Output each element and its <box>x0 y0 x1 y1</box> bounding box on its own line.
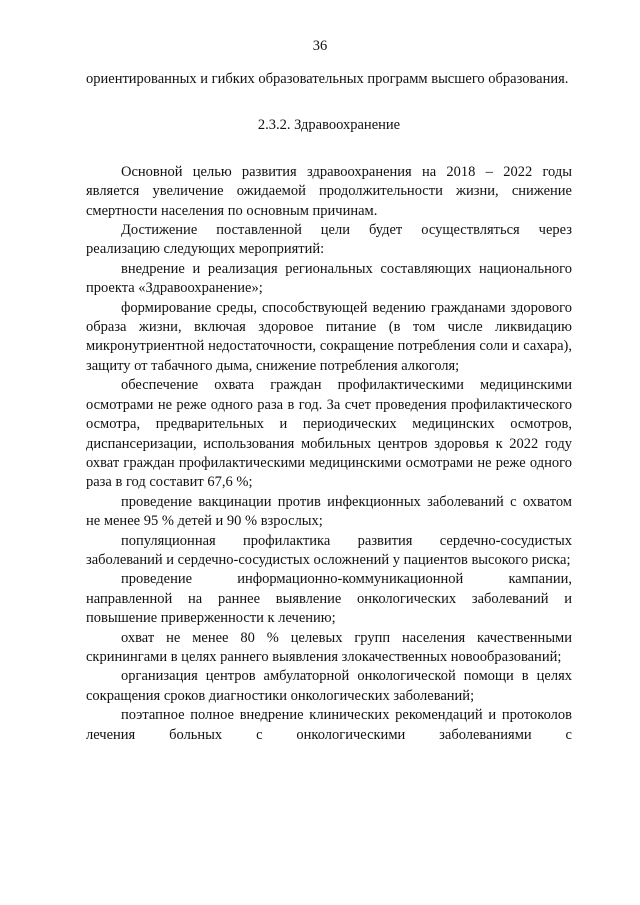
page-number: 36 <box>312 38 328 54</box>
list-item-oncology-centers: организация центров амбулаторной онкологической помощи в целях сокращения сроков диагностики онкологических заболеваний; <box>86 668 572 704</box>
page-content <box>86 70 572 745</box>
list-item-cardio-prevention: популяционная профилактика развития сердечно-сосудистых заболеваний и сердечно-сосудистых осложнений у пациентов высокого риска; <box>86 532 572 568</box>
list-item-clinical-guidelines: поэтапное полное внедрение клинических рекомендаций и протоколов лечения больных с онкологическими заболеваниями с <box>86 707 572 743</box>
list-item-national-project: внедрение и реализация региональных составляющих национального проекта «Здравоохранение»; <box>86 260 572 297</box>
list-item-vaccination: проведение вакцинации против инфекционных заболеваний с охватом не менее 95 % детей и 90 % взрослых; <box>86 493 572 530</box>
list-item-screening: охват не менее 80 % целевых групп населения качественными скринингами в целях раннего выявления злокачественных новообразований; <box>86 629 572 665</box>
paragraph-measures-intro: Достижение поставленной цели будет осуществляться через реализацию следующих мероприятий: <box>86 222 572 258</box>
section-heading: 2.3.2. Здравоохранение <box>257 117 401 134</box>
list-item-medical-checkups: обеспечение охвата граждан профилактическими медицинскими осмотрами не реже одного раза в год. За счет проведения профилактического осмотра, предварительных и периодических медицинских осмотров, диспансеризации, использования мобильных центров здоровья к 2022 году охват граждан профилактическими медицинскими осмотрами не реже одного раза в год составит 67,6 %; <box>86 377 572 491</box>
lead-paragraph: ориентированных и гибких образовательных программ высшего образования. <box>86 71 569 87</box>
list-item-oncology-campaign: проведение информационно-коммуникационной кампании, направленной на раннее выявление онкологических заболеваний и повышение приверженности к лечению; <box>86 571 572 627</box>
paragraph-goal: Основной целью развития здравоохранения на 2018 – 2022 годы является увеличение ожидаемой продолжительности жизни, снижение смертности населения по основным причинам. <box>86 163 572 219</box>
list-item-healthy-lifestyle: формирование среды, способствующей ведению гражданами здорового образа жизни, включая здоровое питание (в том числе ликвидацию микронутриентной недостаточности, сокращение потребления соли и сахара), защиту от табачного дыма, снижение потребления алкоголя; <box>86 299 572 374</box>
